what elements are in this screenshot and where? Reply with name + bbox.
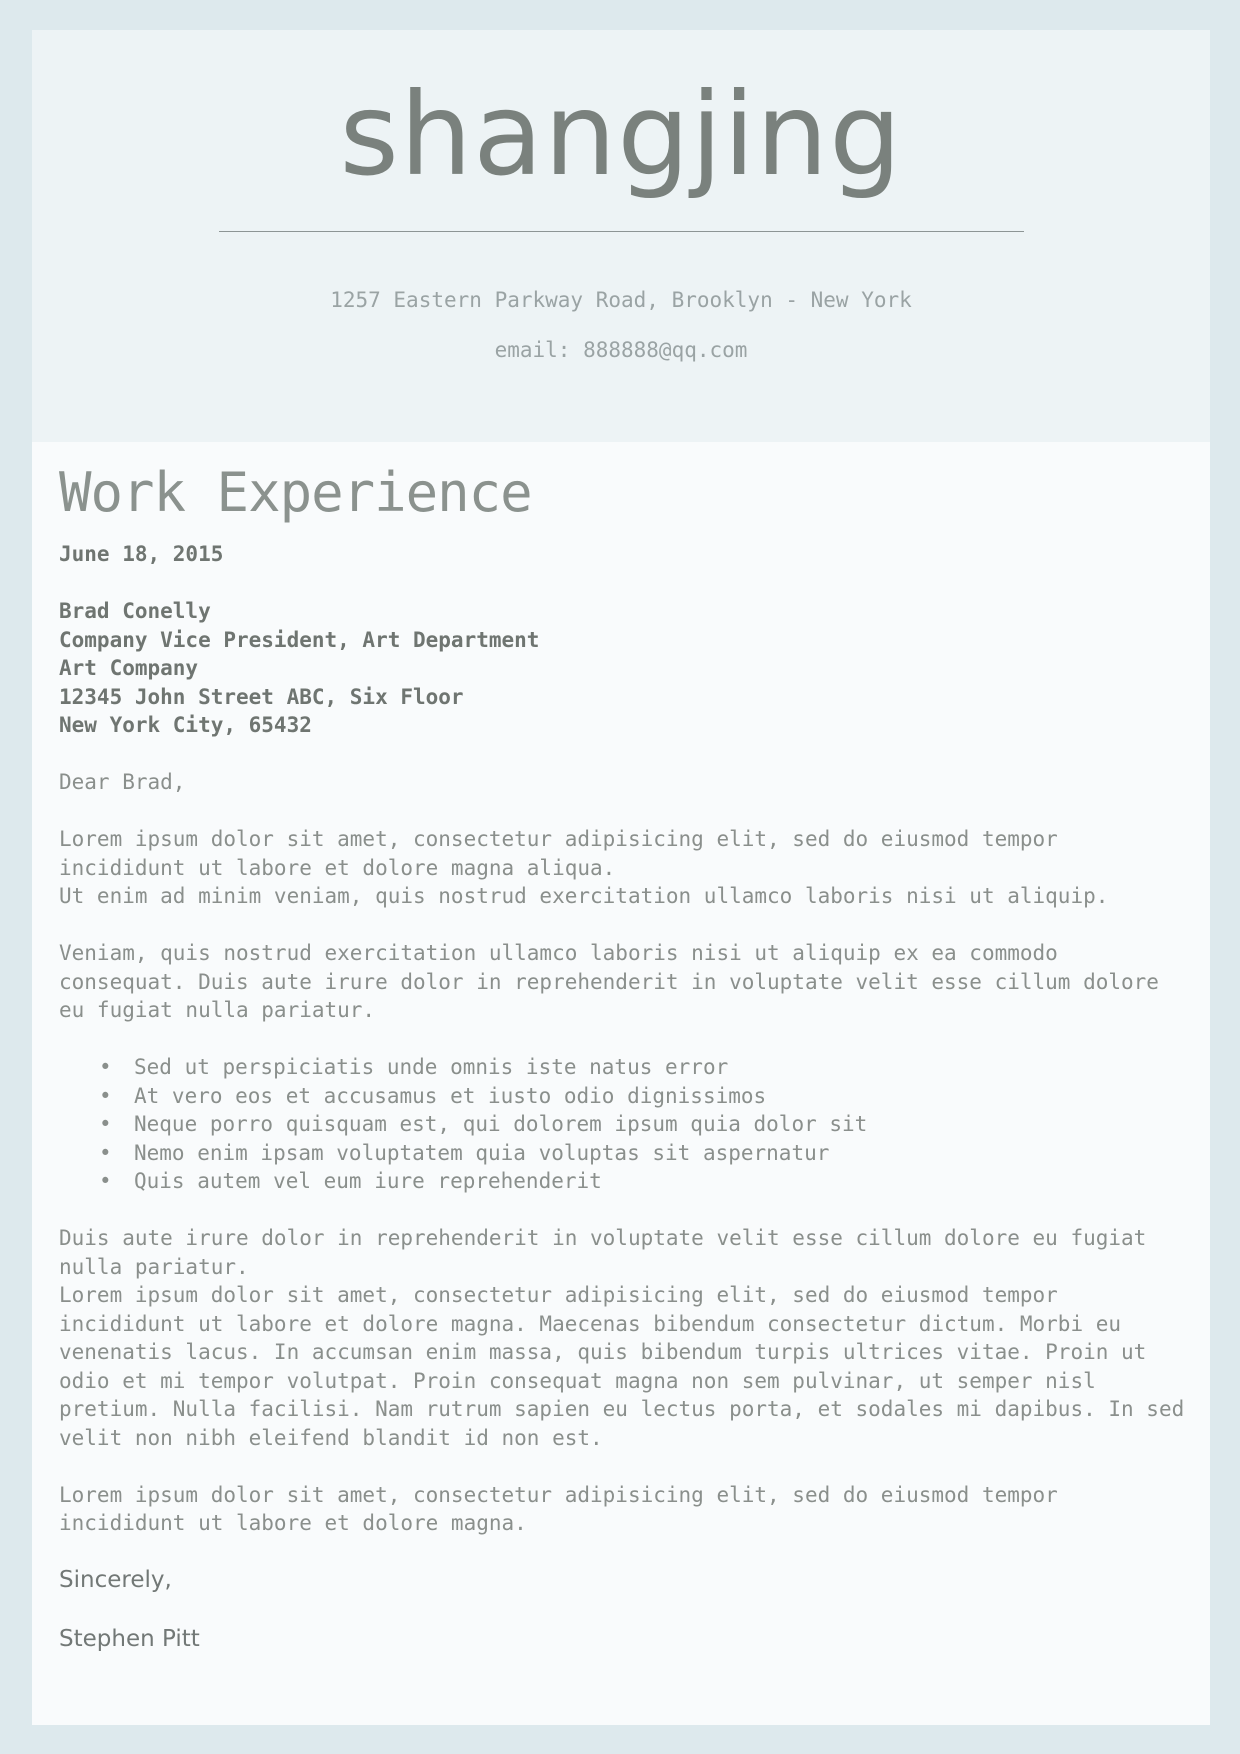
letter-body xyxy=(59,460,1189,1654)
paragraph-1-line: Ut enim ad minim veniam, quis nostrud exercitation ullamco laboris nisi ut aliquip. xyxy=(59,884,1109,908)
bullet-list xyxy=(59,1053,1189,1196)
recipient-title: Company Vice President, Art Department xyxy=(59,627,540,652)
bullet-icon: • xyxy=(99,1140,112,1165)
list-item: • Neque porro quisquam est, qui dolorem ipsum quia dolor sit xyxy=(99,1110,1189,1139)
resume-sheet xyxy=(32,30,1210,1725)
paragraph-2: Veniam, quis nostrud exercitation ullamco laboris nisi ut aliquip ex ea commodo consequat. Duis aute irure dolor in reprehenderit in voluptate velit esse cillum dolore eu fugiat nulla pariatur. xyxy=(59,941,1159,1022)
contact-email: email: 888888@qq.com xyxy=(494,338,748,362)
paragraph-1 xyxy=(59,825,1189,911)
bullet-icon: • xyxy=(99,1112,112,1136)
list-item: • At vero eos et accusamus et iusto odio dignissimos xyxy=(99,1082,1189,1111)
list-item: • Sed ut perspiciatis unde omnis iste natus error xyxy=(99,1053,1189,1082)
bullet-icon: • xyxy=(99,1083,112,1108)
candidate-name: shangjing xyxy=(339,68,903,201)
salutation: Dear Brad, xyxy=(59,770,186,794)
list-item: • Nemo enim ipsam voluptatem quia voluptas sit aspernatur xyxy=(99,1139,1189,1168)
signature: Stephen Pitt xyxy=(59,1625,200,1652)
recipient-street: 12345 John Street ABC, Six Floor xyxy=(59,684,464,709)
recipient-name: Brad Conelly xyxy=(59,599,211,623)
paragraph-3 xyxy=(59,1224,1189,1452)
bullet-icon: • xyxy=(99,1169,112,1193)
recipient-company: Art Company xyxy=(59,656,199,680)
recipient-city: New York City, 65432 xyxy=(59,713,312,737)
paragraph-3-line: Duis aute irure dolor in reprehenderit in voluptate velit esse cillum dolore eu fugiat nulla pariatur. xyxy=(59,1226,1147,1279)
recipient-block xyxy=(59,597,1189,740)
paragraph-4: Lorem ipsum dolor sit amet, consectetur adipisicing elit, sed do eiusmod tempor incididunt ut labore et dolore magna. xyxy=(59,1482,1058,1535)
header-divider xyxy=(219,231,1024,232)
section-title: Work Experience xyxy=(59,461,532,524)
letter-date: June 18, 2015 xyxy=(59,542,224,566)
paragraph-3-line: Lorem ipsum dolor sit amet, consectetur adipisicing elit, sed do eiusmod tempor incididunt ut labore et dolore magna. Maecenas bibendum consectetur dictum. Morbi eu venenatis lacus. In accumsan enim massa, quis bibendum turpis ultrices vitae. Proin ut odio et mi tempor volutpat. Proin consequat magna non sem pulvinar, ut semper nisl pretium. Nulla facilisi. Nam rutrum sapien eu lectus porta, et sodales mi dapibus. In sed velit non nibh eleifend blandit id non est. xyxy=(59,1283,1185,1450)
bullet-icon: • xyxy=(99,1055,112,1079)
paragraph-1-line: Lorem ipsum dolor sit amet, consectetur adipisicing elit, sed do eiusmod tempor incididunt ut labore et dolore magna aliqua. xyxy=(59,827,1058,880)
list-item: • Quis autem vel eum iure reprehenderit xyxy=(99,1167,1189,1196)
contact-address: 1257 Eastern Parkway Road, Brooklyn - New York xyxy=(330,288,912,312)
closing: Sincerely, xyxy=(59,1566,172,1593)
header-banner xyxy=(32,30,1210,442)
